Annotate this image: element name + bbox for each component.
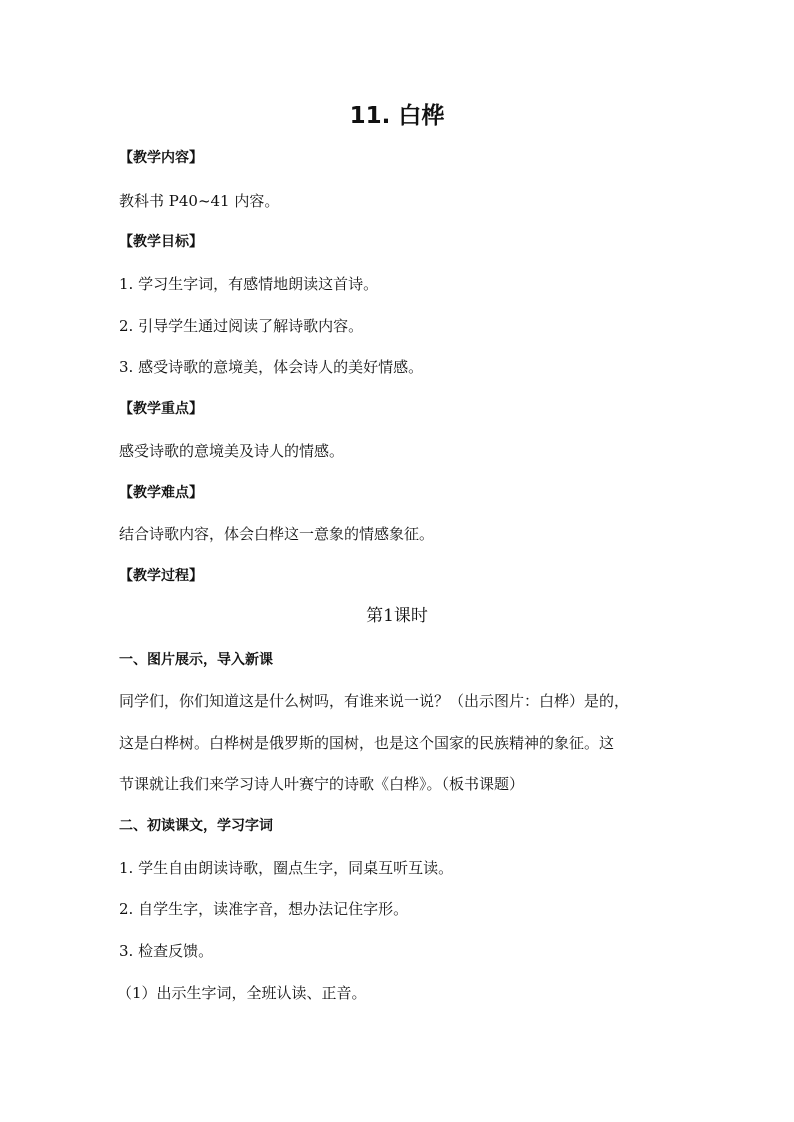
goal-item: 2. 引导学生通过阅读了解诗歌内容。 bbox=[119, 317, 364, 335]
section-heading-difficult: 【教学难点】 bbox=[119, 485, 203, 501]
section-heading-key: 【教学重点】 bbox=[119, 401, 203, 417]
paragraph-line: 这是白桦树。白桦树是俄罗斯的国树，也是这个国家的民族精神的象征。这 bbox=[119, 734, 615, 752]
step-subitem: （1）出示生字词，全班认读、正音。 bbox=[117, 984, 367, 1002]
section-heading-content: 【教学内容】 bbox=[119, 150, 203, 166]
section-heading-goals: 【教学目标】 bbox=[119, 234, 203, 250]
step-item: 3. 检查反馈。 bbox=[119, 942, 214, 960]
difficult-text: 结合诗歌内容，体会白桦这一意象的情感象征。 bbox=[119, 525, 435, 543]
key-text: 感受诗歌的意境美及诗人的情感。 bbox=[119, 442, 345, 460]
paragraph-line: 节课就让我们来学习诗人叶赛宁的诗歌《白桦》。（板书课题） bbox=[119, 775, 525, 793]
paragraph-line: 同学们，你们知道这是什么树吗，有谁来说一说？（出示图片：白桦）是的， bbox=[119, 692, 630, 710]
goal-item: 1. 学习生字词，有感情地朗读这首诗。 bbox=[119, 275, 379, 293]
step-item: 1. 学生自由朗读诗歌，圈点生字，同桌互听互读。 bbox=[119, 859, 454, 877]
section-heading-process: 【教学过程】 bbox=[119, 568, 203, 584]
content-text: 教科书 P40~41 内容。 bbox=[119, 192, 280, 210]
part1-heading: 一、图片展示，导入新课 bbox=[119, 652, 273, 668]
part2-heading: 二、初读课文，学习字词 bbox=[119, 818, 273, 834]
goal-item: 3. 感受诗歌的意境美，体会诗人的美好情感。 bbox=[119, 358, 424, 376]
step-item: 2. 自学生字，读准字音，想办法记住字形。 bbox=[119, 900, 409, 918]
document-title: 11. 白桦 bbox=[349, 103, 445, 129]
lesson-label: 第1课时 bbox=[366, 606, 428, 626]
